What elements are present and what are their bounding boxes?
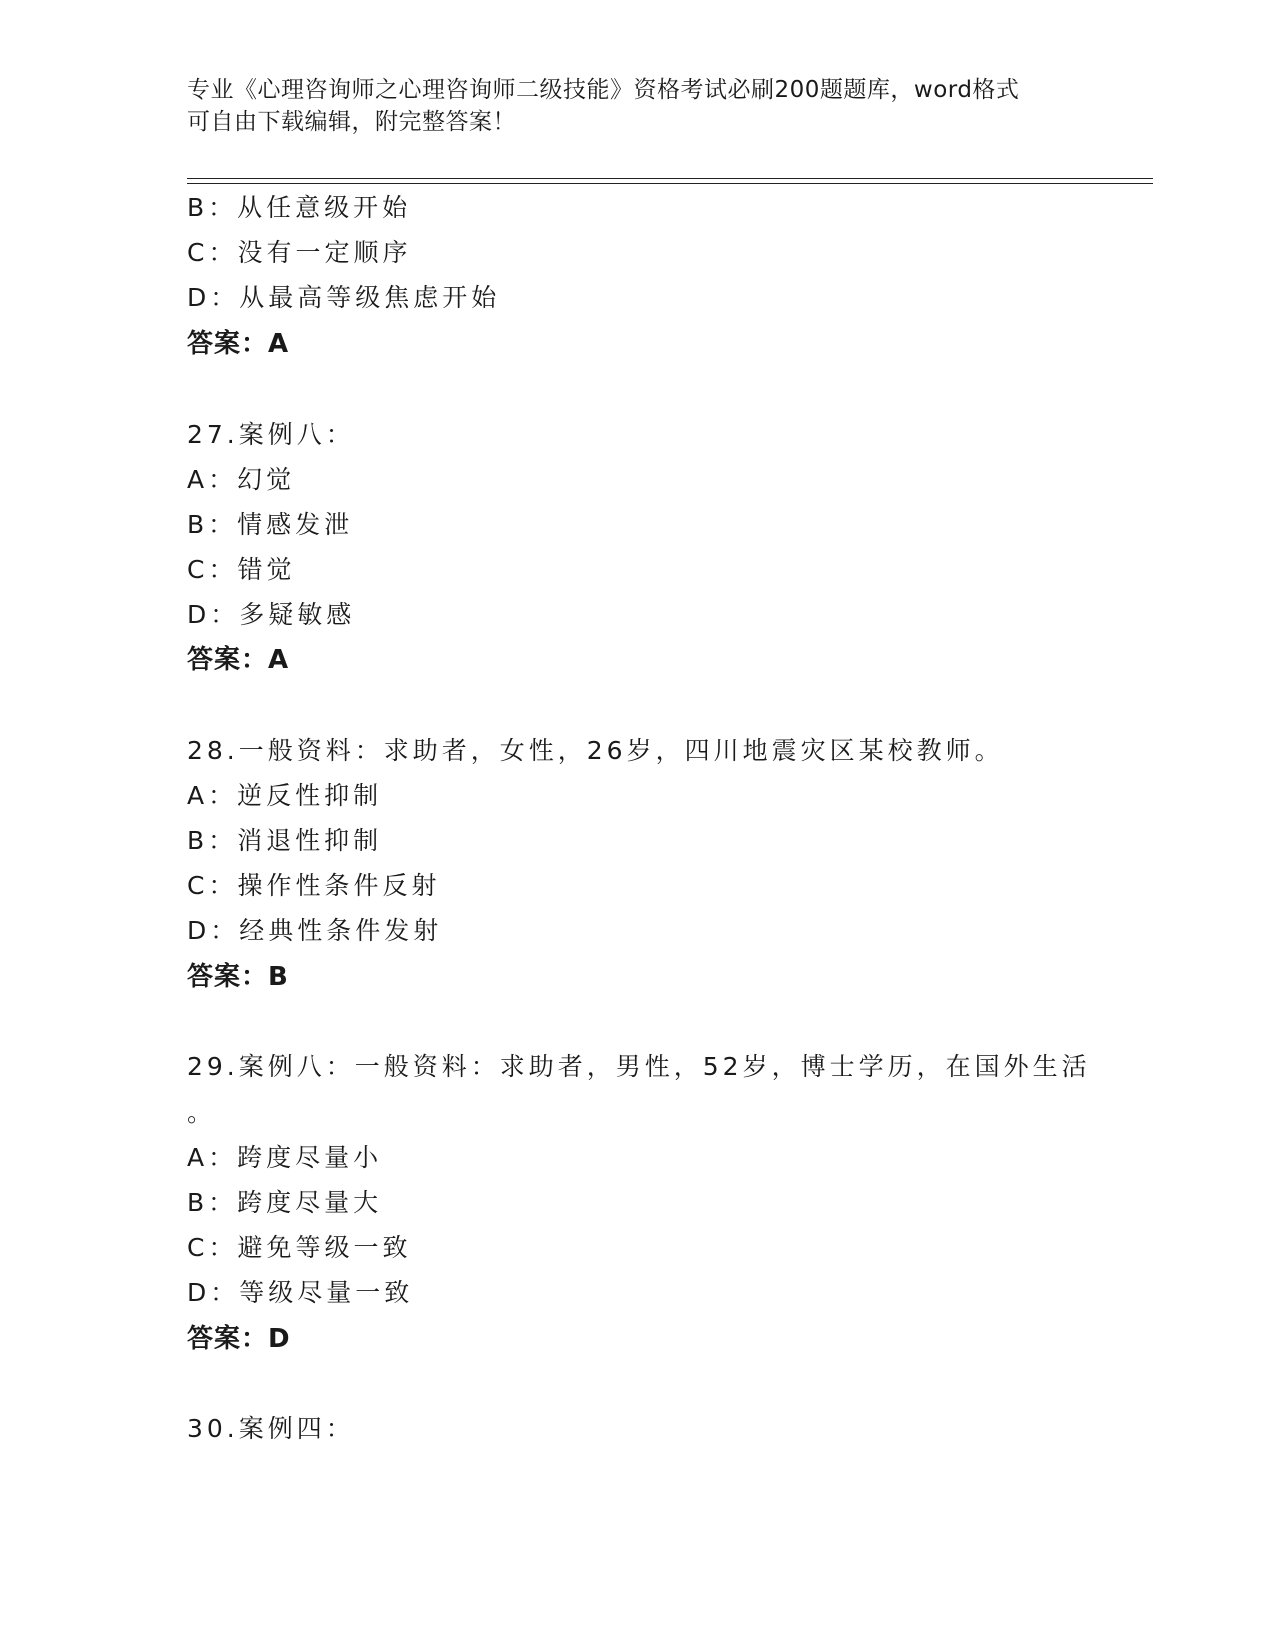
document-header	[187, 74, 1067, 138]
q29-answer: 答案：D	[187, 1324, 291, 1354]
q26-option-d: D：从最高等级焦虑开始	[187, 283, 501, 312]
header-divider-bottom	[187, 183, 1153, 184]
q26-option-b: B：从任意级开始	[187, 193, 412, 222]
q27-option-a: A：幻觉	[187, 465, 296, 494]
q27-option-c: C：错觉	[187, 555, 296, 584]
q29-option-a: A：跨度尽量小	[187, 1143, 383, 1172]
q27-answer: 答案：A	[187, 645, 290, 675]
q26-answer: 答案：A	[187, 329, 290, 359]
header-line-2: 可自由下载编辑，附完整答案！	[187, 109, 516, 135]
q29-option-b: B：跨度尽量大	[187, 1188, 383, 1217]
q28-option-b: B：消退性抑制	[187, 826, 383, 855]
q27-option-d: D：多疑敏感	[187, 600, 356, 629]
q29-option-c: C：避免等级一致	[187, 1233, 412, 1262]
q30-question: 30.案例四：	[187, 1414, 355, 1443]
q29-option-d: D：等级尽量一致	[187, 1278, 414, 1307]
q28-option-d: D：经典性条件发射	[187, 916, 443, 945]
q28-question: 28.一般资料：求助者，女性，26岁，四川地震灾区某校教师。	[187, 736, 1004, 765]
q28-option-a: A：逆反性抑制	[187, 781, 383, 810]
header-line-1: 专业《心理咨询师之心理咨询师二级技能》资格考试必刷200题题库，word格式	[187, 77, 1020, 103]
q27-option-b: B：情感发泄	[187, 510, 354, 539]
q29-question-continued: 。	[187, 1098, 217, 1127]
header-divider-top	[187, 178, 1153, 179]
q28-option-c: C：操作性条件反射	[187, 871, 441, 900]
q27-question: 27.案例八：	[187, 420, 355, 449]
q29-question: 29.案例八：一般资料：求助者，男性，52岁，博士学历，在国外生活	[187, 1052, 1091, 1081]
q26-option-c: C：没有一定顺序	[187, 238, 412, 267]
q28-answer: 答案：B	[187, 962, 289, 992]
